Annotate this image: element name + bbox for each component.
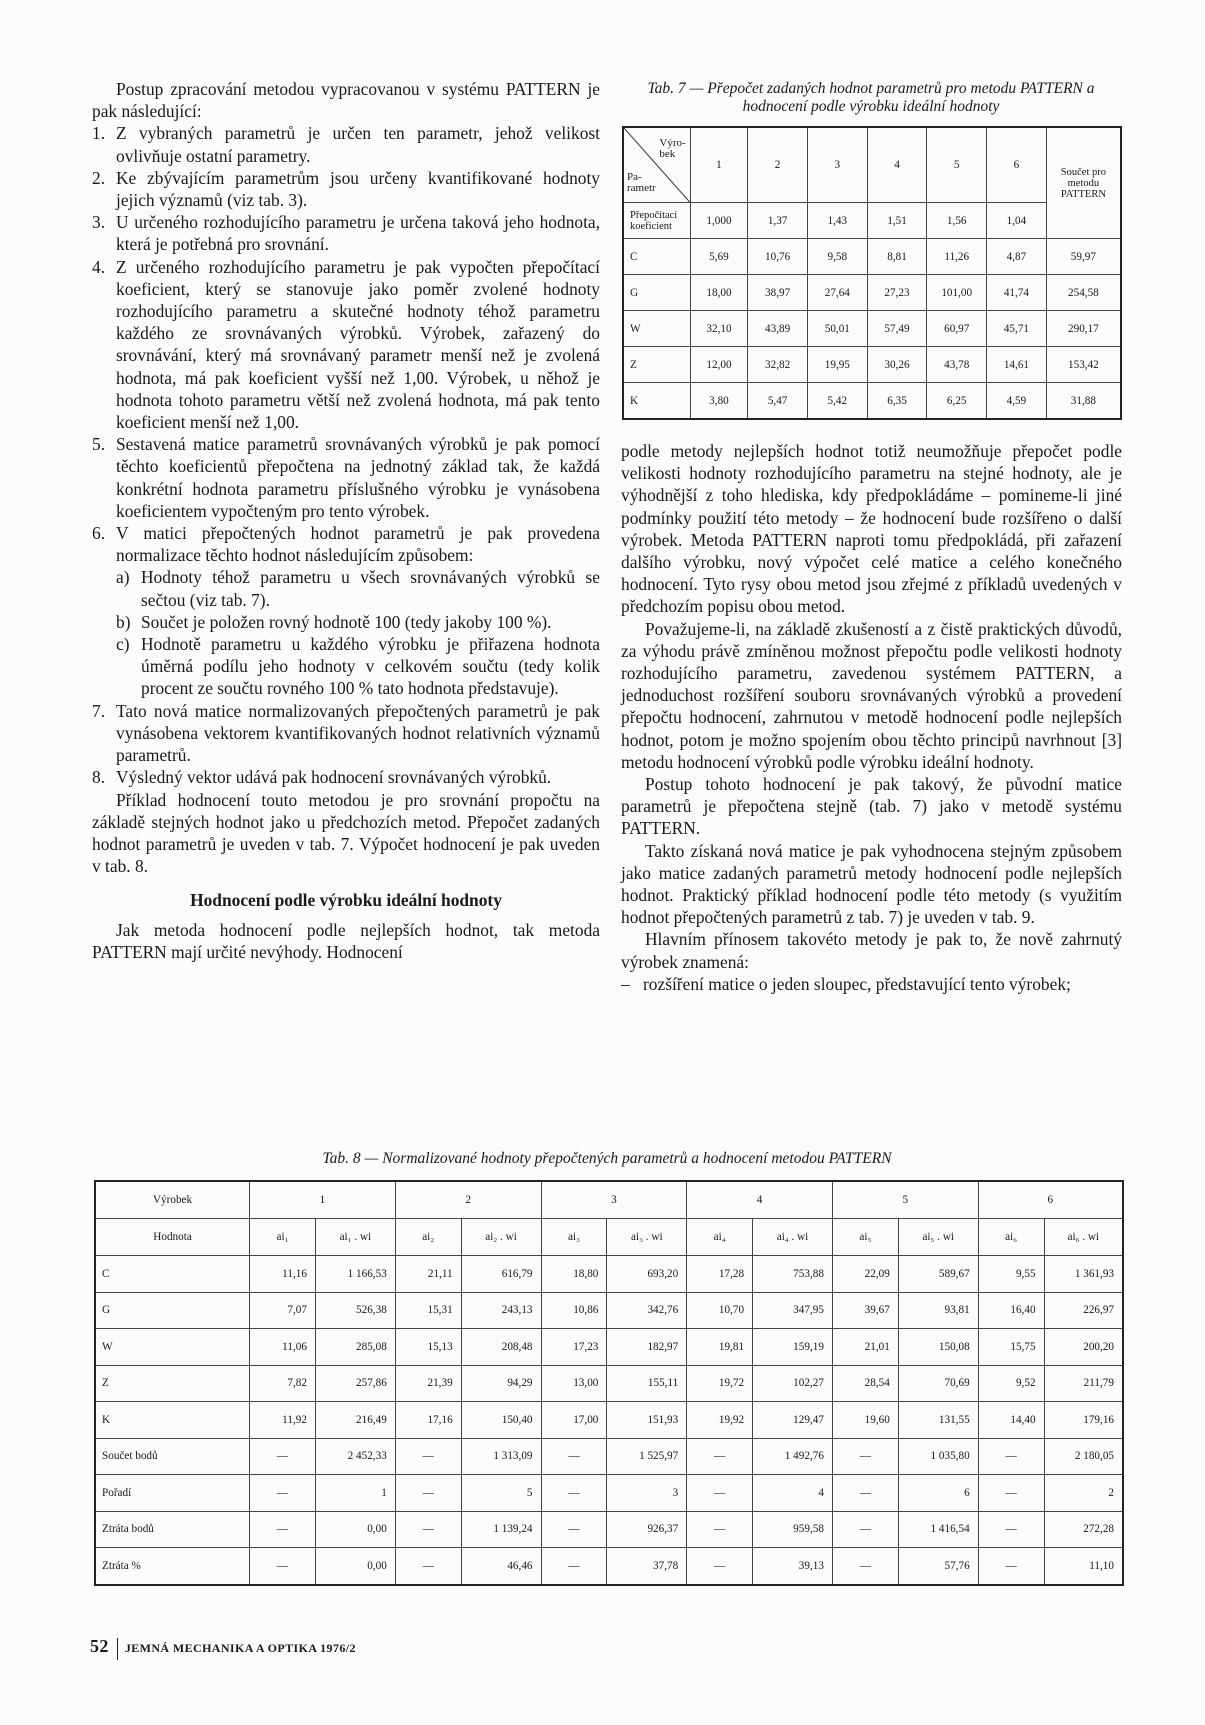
- table-cell: 94,29: [461, 1365, 541, 1402]
- table-cell: 11,92: [250, 1402, 316, 1439]
- step-text: U určeného rozhodujícího parametru je určena taková jeho hodnota, která je potřebná pro srovnání.: [116, 212, 600, 255]
- table-cell: 21,01: [832, 1329, 898, 1366]
- table-cell: 2: [1044, 1475, 1123, 1512]
- table-cell: 1,51: [867, 203, 927, 239]
- table-cell: —: [978, 1548, 1044, 1585]
- table-cell: 150,08: [898, 1329, 978, 1366]
- table-cell: 27,64: [807, 275, 867, 311]
- table-row: [623, 239, 1121, 275]
- normalization-substeps: [92, 566, 600, 699]
- row-label: G: [623, 275, 690, 311]
- table-cell: —: [832, 1548, 898, 1585]
- table-cell: 37,78: [607, 1548, 687, 1585]
- row-label: Ztráta %: [95, 1548, 250, 1585]
- table-cell: —: [978, 1475, 1044, 1512]
- table-cell: 693,20: [607, 1256, 687, 1293]
- table-cell: 57,76: [898, 1548, 978, 1585]
- substep-text: Hodnoty téhož parametru u všech srovnávaných výrobků se sečtou (viz tab. 7).: [141, 567, 600, 610]
- table-cell: —: [395, 1475, 461, 1512]
- table7: [622, 126, 1122, 420]
- table-cell: 19,95: [807, 347, 867, 383]
- step-text: Výsledný vektor udává pak hodnocení srovnávaných výrobků.: [116, 767, 552, 788]
- table-cell: 1 035,80: [898, 1438, 978, 1475]
- table-cell: 0,00: [315, 1548, 395, 1585]
- row-label: C: [623, 239, 690, 275]
- subheader: ai₂ . wi: [461, 1219, 541, 1256]
- table-row: [95, 1511, 1123, 1548]
- table-cell: 12,00: [690, 347, 748, 383]
- table-cell: —: [687, 1548, 753, 1585]
- table-cell: —: [978, 1438, 1044, 1475]
- row-label: K: [623, 383, 690, 420]
- step-text: Tato nová matice normalizovaných přepočtených parametrů je pak vynásobena vektorem kvantifikovaných hodnot relativních významů parametrů.: [116, 700, 600, 766]
- intro-paragraph: Postup zpracování metodou vypracovanou v systému PATTERN je pak následující:: [92, 79, 600, 122]
- table-cell: —: [832, 1438, 898, 1475]
- table-cell: 1,56: [927, 203, 987, 239]
- row-label: Z: [95, 1365, 250, 1402]
- table-row: [95, 1256, 1123, 1293]
- subheader: ai₃: [541, 1219, 607, 1256]
- table-cell: 285,08: [315, 1329, 395, 1366]
- table-cell: 16,40: [978, 1292, 1044, 1329]
- table-cell: 347,95: [753, 1292, 833, 1329]
- table-cell: —: [250, 1548, 316, 1585]
- page-number: 52: [90, 1636, 109, 1656]
- footer-divider: [117, 1638, 118, 1660]
- table-cell: 5: [461, 1475, 541, 1512]
- table-cell: 131,55: [898, 1402, 978, 1439]
- row-label: Ztráta bodů: [95, 1511, 250, 1548]
- table-cell: 38,97: [748, 275, 808, 311]
- table-cell: 3: [607, 1475, 687, 1512]
- table-cell: —: [541, 1475, 607, 1512]
- substep-text: Součet je položen rovný hodnotě 100 (tedy jakoby 100 %).: [141, 611, 552, 632]
- list-item: [92, 167, 600, 211]
- list-item: [92, 633, 600, 700]
- table-cell: 60,97: [927, 311, 987, 347]
- table-cell: 6,35: [867, 383, 927, 420]
- table-cell: —: [395, 1511, 461, 1548]
- table-cell: 243,13: [461, 1292, 541, 1329]
- table-cell: 46,46: [461, 1548, 541, 1585]
- table-cell: 208,48: [461, 1329, 541, 1366]
- example-paragraph: Příklad hodnocení touto metodou je pro srovnání propočtu na základě stejných hodnot jako u předchozích metod. Přepočet zadaných hodnot parametrů je uveden v tab. 7. Výpočet hodnocení je pak uveden v tab. 8.: [92, 789, 600, 877]
- subheader: ai₅: [832, 1219, 898, 1256]
- table-row: [623, 383, 1121, 420]
- table-cell: 14,40: [978, 1402, 1044, 1439]
- product-header: Výrobek: [95, 1181, 250, 1219]
- table-cell: 182,97: [607, 1329, 687, 1366]
- table-cell: 21,11: [395, 1256, 461, 1293]
- table-cell: 43,78: [927, 347, 987, 383]
- table-cell: 5,69: [690, 239, 748, 275]
- sum-header: Součet pro metodu PATTERN: [1046, 127, 1121, 239]
- substep-text: Hodnotě parametru u každého výrobku je přiřazena hodnota úměrná podílu jeho hodnoty v celkovém součtu (tedy kolik procent ze součtu rovného 100 % tato hodnota představuje).: [141, 634, 600, 699]
- table-cell: 150,40: [461, 1402, 541, 1439]
- subheader: ai₆: [978, 1219, 1044, 1256]
- table-cell: 28,54: [832, 1365, 898, 1402]
- table-cell: 257,86: [315, 1365, 395, 1402]
- column-header: 1: [250, 1181, 396, 1219]
- substep-letter: c): [116, 634, 130, 655]
- table-cell: 1 139,24: [461, 1511, 541, 1548]
- list-item: [92, 700, 600, 767]
- table-row: [95, 1329, 1123, 1366]
- table-cell: 9,55: [978, 1256, 1044, 1293]
- table8-caption: Tab. 8 — Normalizované hodnoty přepočtených parametrů a hodnocení metodou PATTERN: [322, 1150, 892, 1167]
- table-cell: 9,58: [807, 239, 867, 275]
- column-header: 2: [748, 127, 808, 203]
- table-cell: 10,70: [687, 1292, 753, 1329]
- step-text: Z určeného rozhodujícího parametru je pak vypočten přepočítací koeficient, který se stanovuje jako poměr zvolené hodnoty rozhodujícího parametru a skutečné hodnoty téhož parametru každého ze srovnávaných výrobků. Výrobek, zařazený do srovnávání, který má srovnávaný parametr menší než je zvolená hodnota, má pak koeficient vyšší než 1,00. Výrobek, u něhož je hodnota tohoto parametru větší než zvolená hodnota, má pak tento koeficient menší než 1,00.: [116, 256, 600, 433]
- step-number: 8.: [92, 767, 106, 788]
- table-cell: —: [250, 1511, 316, 1548]
- column-header: 4: [687, 1181, 833, 1219]
- table-cell: 101,00: [927, 275, 987, 311]
- list-item: [621, 973, 1122, 995]
- sum-cell: 290,17: [1046, 311, 1121, 347]
- table-cell: 93,81: [898, 1292, 978, 1329]
- table-cell: 18,00: [690, 275, 748, 311]
- table-cell: 39,13: [753, 1548, 833, 1585]
- table-cell: 6,25: [927, 383, 987, 420]
- table-cell: 11,06: [250, 1329, 316, 1366]
- list-item: [92, 522, 600, 700]
- paragraph: Postup tohoto hodnocení je pak takový, že původní matice parametrů je přepočtena stejně (tab. 7) jako v metodě systému PATTERN.: [621, 774, 1122, 839]
- table-cell: 7,82: [250, 1365, 316, 1402]
- list-item: [92, 566, 600, 610]
- subheader: ai₄ . wi: [753, 1219, 833, 1256]
- step-text: Ke zbývajícím parametrům jsou určeny kvantifikované hodnoty jejich významů (viz tab. 3).: [116, 167, 600, 211]
- row-label: Součet bodů: [95, 1438, 250, 1475]
- table-cell: 57,49: [867, 311, 927, 347]
- table-cell: 526,38: [315, 1292, 395, 1329]
- journal-name: JEMNÁ MECHANIKA A OPTIKA 1976/2: [124, 1641, 356, 1655]
- table-cell: —: [541, 1438, 607, 1475]
- table-cell: —: [250, 1438, 316, 1475]
- value-header: Hodnota: [95, 1219, 250, 1256]
- table-cell: —: [395, 1438, 461, 1475]
- table-cell: 211,79: [1044, 1365, 1123, 1402]
- table-cell: 179,16: [1044, 1402, 1123, 1439]
- table-cell: 0,00: [315, 1511, 395, 1548]
- paragraph: Hlavním přínosem takovéto metody je pak to, že nově zahrnutý výrobek znamená:: [621, 929, 1122, 972]
- table-cell: 4: [753, 1475, 833, 1512]
- column-header: 1: [690, 127, 748, 203]
- page-footer: [90, 1636, 356, 1660]
- table-cell: 43,89: [748, 311, 808, 347]
- table-cell: 6: [898, 1475, 978, 1512]
- table-row: [623, 275, 1121, 311]
- table-cell: 272,28: [1044, 1511, 1123, 1548]
- row-label: C: [95, 1256, 250, 1293]
- step-number: 7.: [92, 700, 106, 721]
- table-cell: 9,52: [978, 1365, 1044, 1402]
- substep-letter: b): [116, 611, 131, 632]
- table-cell: 32,82: [748, 347, 808, 383]
- table-cell: 19,60: [832, 1402, 898, 1439]
- step-text: Sestavená matice parametrů srovnávaných výrobků je pak pomocí těchto koeficientů přepočtena na jednotný základ tak, že každá konkrétní hodnota parametru příslušného výrobku je vynásobena koeficientem vypočteným pro tento výrobek.: [116, 434, 600, 521]
- table-cell: 11,16: [250, 1256, 316, 1293]
- subheader: ai₃ . wi: [607, 1219, 687, 1256]
- table8-body: [95, 1256, 1123, 1585]
- sum-cell: 59,97: [1046, 239, 1121, 275]
- subheader: ai₆ . wi: [1044, 1219, 1123, 1256]
- list-item: [92, 211, 600, 255]
- table-cell: 50,01: [807, 311, 867, 347]
- table-cell: 45,71: [987, 311, 1047, 347]
- subheader: ai₂: [395, 1219, 461, 1256]
- table-cell: 1,04: [987, 203, 1047, 239]
- table-cell: —: [250, 1475, 316, 1512]
- table-cell: 17,16: [395, 1402, 461, 1439]
- corner-header-cell: [623, 127, 690, 203]
- table-cell: 27,23: [867, 275, 927, 311]
- step-number: 2.: [92, 167, 106, 188]
- table-cell: 15,31: [395, 1292, 461, 1329]
- table-cell: —: [832, 1475, 898, 1512]
- table-row: [623, 311, 1121, 347]
- table8: [94, 1180, 1124, 1586]
- table-cell: 151,93: [607, 1402, 687, 1439]
- row-label: G: [95, 1292, 250, 1329]
- table-row: [95, 1475, 1123, 1512]
- subheader: ai₄: [687, 1219, 753, 1256]
- table-cell: —: [541, 1548, 607, 1585]
- table-cell: 22,09: [832, 1256, 898, 1293]
- table-cell: 129,47: [753, 1402, 833, 1439]
- table7-caption: Tab. 7 — Přepočet zadaných hodnot parametrů pro metodu PATTERN a hodnocení podle výrobku ideální hodnoty: [647, 80, 1095, 115]
- list-item-text: rozšíření matice o jeden sloupec, představující tento výrobek;: [643, 973, 1071, 994]
- row-label: Z: [623, 347, 690, 383]
- list-item: [92, 256, 600, 434]
- table-subheader-row: [95, 1219, 1123, 1256]
- table-cell: 19,72: [687, 1365, 753, 1402]
- table-cell: 8,81: [867, 239, 927, 275]
- table-cell: 226,97: [1044, 1292, 1123, 1329]
- table-cell: 342,76: [607, 1292, 687, 1329]
- procedure-steps: [92, 122, 600, 788]
- paragraph: podle metody nejlepších hodnot totiž neumožňuje přepočet podle velikosti hodnoty rozhodujícího parametru na stejné hodnoty, ale je výhodnější z toho hlediska, kdy předpokládáme – pomineme-li jiné podmínky použití této metody – že hodnocení bude rozšířeno o další výrobek. Metoda PATTERN naproti tomu předpokládá, při zařazení dalšího výrobku, nový výpočet celé matice a celého konečného hodnocení. Tyto rysy obou metod jsou zřejmé z příkladů uvedených v předchozím popisu obou metod.: [621, 441, 1122, 617]
- table-cell: 1 361,93: [1044, 1256, 1123, 1293]
- table-cell: 1,37: [748, 203, 808, 239]
- row-label: Pořadí: [95, 1475, 250, 1512]
- table-row: [95, 1548, 1123, 1585]
- corner-parameter-label: Pa- rametr: [627, 171, 656, 194]
- table-cell: 19,81: [687, 1329, 753, 1366]
- table-row: [623, 347, 1121, 383]
- substep-letter: a): [116, 567, 130, 588]
- table-cell: —: [687, 1511, 753, 1548]
- table-cell: 30,26: [867, 347, 927, 383]
- table-cell: —: [687, 1438, 753, 1475]
- subheader: ai₁ . wi: [315, 1219, 395, 1256]
- sum-cell: 254,58: [1046, 275, 1121, 311]
- row-label: K: [95, 1402, 250, 1439]
- coefficient-label: Přepočítací koeficient: [623, 203, 690, 239]
- step-number: 5.: [92, 434, 106, 455]
- table-cell: —: [832, 1511, 898, 1548]
- row-label: W: [623, 311, 690, 347]
- step-text: V matici přepočtených hodnot parametrů je pak provedena normalizace těchto hodnot následujícím způsobem:: [116, 523, 600, 566]
- table-cell: 15,75: [978, 1329, 1044, 1366]
- table-cell: 4,59: [987, 383, 1047, 420]
- subheader: ai₁: [250, 1219, 316, 1256]
- table-cell: 2 452,33: [315, 1438, 395, 1475]
- table-cell: 17,00: [541, 1402, 607, 1439]
- column-header: 2: [395, 1181, 541, 1219]
- section-heading: Hodnocení podle výrobku ideální hodnoty: [190, 890, 502, 911]
- table-cell: 21,39: [395, 1365, 461, 1402]
- table-cell: 11,10: [1044, 1548, 1123, 1585]
- table-cell: 926,37: [607, 1511, 687, 1548]
- table-cell: 1 313,09: [461, 1438, 541, 1475]
- table-cell: 3,80: [690, 383, 748, 420]
- step-number: 1.: [92, 123, 106, 144]
- right-column: [621, 440, 1122, 995]
- column-header: 5: [832, 1181, 978, 1219]
- table-cell: 4,87: [987, 239, 1047, 275]
- column-header: 6: [987, 127, 1047, 203]
- table-cell: 70,69: [898, 1365, 978, 1402]
- table-cell: 1,000: [690, 203, 748, 239]
- table-cell: 39,67: [832, 1292, 898, 1329]
- table-cell: 1,43: [807, 203, 867, 239]
- table-cell: 5,47: [748, 383, 808, 420]
- dash-marker: –: [621, 973, 630, 994]
- table-cell: 14,61: [987, 347, 1047, 383]
- table-cell: 1 416,54: [898, 1511, 978, 1548]
- table-cell: 1: [315, 1475, 395, 1512]
- corner-product-label: Výro- bek: [659, 137, 686, 160]
- step-number: 4.: [92, 256, 106, 277]
- left-column: [92, 78, 600, 963]
- table-cell: 15,13: [395, 1329, 461, 1366]
- list-item: [92, 433, 600, 522]
- column-header: 3: [807, 127, 867, 203]
- table-cell: 589,67: [898, 1256, 978, 1293]
- table-cell: 159,19: [753, 1329, 833, 1366]
- table-cell: 216,49: [315, 1402, 395, 1439]
- row-label: W: [95, 1329, 250, 1366]
- table-cell: —: [978, 1511, 1044, 1548]
- table-cell: —: [541, 1511, 607, 1548]
- table-header-row: [623, 127, 1121, 203]
- list-item: [92, 766, 600, 788]
- step-text: Z vybraných parametrů je určen ten parametr, jehož velikost ovlivňuje ostatní parametry.: [116, 123, 600, 166]
- table-cell: 959,58: [753, 1511, 833, 1548]
- column-header: 3: [541, 1181, 687, 1219]
- table-cell: 1 492,76: [753, 1438, 833, 1475]
- table-cell: 10,86: [541, 1292, 607, 1329]
- step-number: 6.: [92, 523, 106, 544]
- table-cell: 102,27: [753, 1365, 833, 1402]
- column-header: 5: [927, 127, 987, 203]
- sum-cell: 31,88: [1046, 383, 1121, 420]
- benefits-list: [621, 973, 1122, 995]
- table-cell: 18,80: [541, 1256, 607, 1293]
- table-cell: 19,92: [687, 1402, 753, 1439]
- table-cell: 13,00: [541, 1365, 607, 1402]
- table-cell: 200,20: [1044, 1329, 1123, 1366]
- paragraph: Považujeme-li, na základě zkušeností a z čistě praktických důvodů, za výhodu právě zmíněnou možnost přepočtu podle velikosti hodnoty rozhodujícího parametru, zavedenou systémem PATTERN, a jednoduchost rozšíření souboru srovnávaných výrobků a provedení přepočtu hodnocení, zahrnutou v metodě hodnocení podle nejlepších hodnot, potom je možno spojením obou těchto principů navrhnout [3] metodu hodnocení výrobků podle výrobku ideální hodnoty.: [621, 618, 1122, 772]
- table-cell: 17,23: [541, 1329, 607, 1366]
- paragraph: Takto získaná nová matice je pak vyhodnocena stejným způsobem jako matice zadaných parametrů metody hodnocení podle nejlepších hodnot. Praktický příklad hodnocení podle této metody (s využitím hodnot přepočtených parametrů z tab. 7) je uveden v tab. 9.: [621, 840, 1122, 928]
- table-cell: 32,10: [690, 311, 748, 347]
- table-row: [95, 1438, 1123, 1475]
- table-cell: 7,07: [250, 1292, 316, 1329]
- subheader: ai₅ . wi: [898, 1219, 978, 1256]
- table-row: [95, 1292, 1123, 1329]
- table-cell: —: [395, 1548, 461, 1585]
- column-header: 4: [867, 127, 927, 203]
- table-cell: 10,76: [748, 239, 808, 275]
- table-cell: 155,11: [607, 1365, 687, 1402]
- list-item: [92, 122, 600, 166]
- column-header: 6: [978, 1181, 1123, 1219]
- table-cell: 11,26: [927, 239, 987, 275]
- table-header-row: [95, 1181, 1123, 1219]
- table-cell: 1 166,53: [315, 1256, 395, 1293]
- table-cell: 616,79: [461, 1256, 541, 1293]
- table-cell: 1 525,97: [607, 1438, 687, 1475]
- sum-cell: 153,42: [1046, 347, 1121, 383]
- table-row: [95, 1402, 1123, 1439]
- paragraph: Jak metoda hodnocení podle nejlepších hodnot, tak metoda PATTERN mají určité nevýhody. Hodnocení: [92, 919, 600, 962]
- step-number: 3.: [92, 212, 106, 233]
- table-cell: 17,28: [687, 1256, 753, 1293]
- list-item: [92, 611, 600, 633]
- table-row: [95, 1365, 1123, 1402]
- table-cell: —: [687, 1475, 753, 1512]
- table-cell: 2 180,05: [1044, 1438, 1123, 1475]
- table-cell: 5,42: [807, 383, 867, 420]
- table-cell: 41,74: [987, 275, 1047, 311]
- table-cell: 753,88: [753, 1256, 833, 1293]
